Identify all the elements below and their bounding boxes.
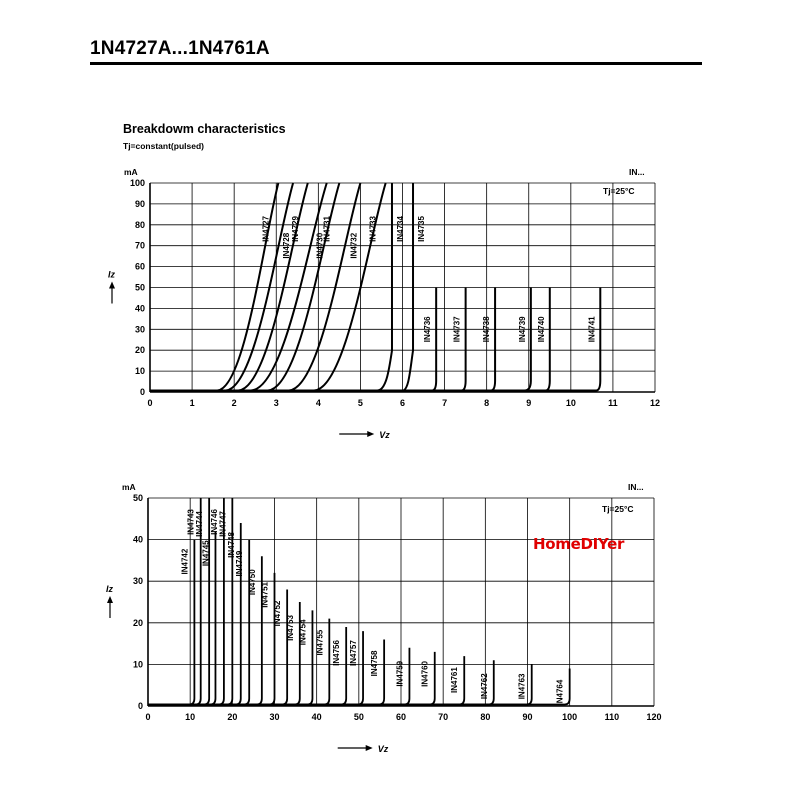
curve-label-in4734: IN4734	[395, 216, 405, 242]
curve-label-in4731: IN4731	[322, 216, 332, 242]
curve-in4763	[148, 664, 532, 704]
curve-label-in4756: IN4756	[332, 640, 342, 666]
y-tick-label: 80	[134, 219, 145, 230]
y-axis-label: Iz	[106, 584, 114, 594]
curve-in4761	[148, 656, 464, 704]
curve-label-in4762: IN4762	[479, 673, 489, 700]
x-tick-label: 0	[145, 712, 151, 722]
x-tick-label: 40	[311, 712, 322, 722]
curve-label-in4764: IN4764	[555, 679, 565, 706]
x-tick-label: 100	[562, 712, 578, 722]
curve-label-in4742: IN4742	[180, 548, 190, 575]
y-axis-label: Iz	[108, 269, 116, 280]
section-subtitle: Tj=constant(pulsed)	[123, 141, 204, 151]
x-tick-label: 11	[608, 398, 618, 408]
curve-label-in4760: IN4760	[420, 661, 430, 687]
x-tick-label: 20	[227, 712, 238, 722]
x-tick-label: 120	[646, 712, 662, 722]
curve-label-in4730: IN4730	[315, 232, 325, 259]
y-tick-label: 100	[129, 178, 145, 188]
unit-label: mA	[124, 167, 138, 177]
x-tick-label: 2	[231, 398, 237, 408]
corner-label: IN...	[629, 167, 645, 177]
y-axis-arrow-head	[107, 596, 113, 603]
x-tick-label: 30	[269, 712, 280, 722]
x-axis-label: Vz	[377, 744, 389, 754]
y-tick-label: 70	[134, 240, 145, 251]
curve-label-in4738: IN4738	[482, 316, 492, 343]
y-tick-label: 50	[132, 493, 143, 503]
x-axis-label: Vz	[379, 430, 390, 440]
curve-label-in4753: IN4753	[285, 615, 295, 641]
x-axis-arrow-head	[366, 745, 373, 751]
curve-label-in4761: IN4761	[450, 667, 460, 693]
curve-label-in4754: IN4754	[298, 619, 308, 646]
curve-label-in4750: IN4750	[247, 569, 257, 596]
x-tick-label: 3	[273, 398, 279, 408]
x-tick-label: 12	[649, 398, 661, 408]
curve-label-in4740: IN4740	[536, 316, 546, 343]
y-tick-label: 20	[134, 345, 145, 356]
curve-label-in4728: IN4728	[282, 232, 292, 259]
x-tick-label: 5	[357, 398, 363, 408]
curve-label-in4737: IN4737	[452, 316, 462, 343]
curve-in4760	[148, 652, 435, 705]
temp-label: Tj=25°C	[602, 504, 634, 514]
x-tick-label: 80	[480, 712, 491, 722]
temp-label: Tj=25°C	[603, 186, 635, 196]
curve-label-in4763: IN4763	[517, 673, 527, 700]
curve-in4757	[148, 631, 363, 704]
curve-label-in4729: IN4729	[290, 216, 300, 242]
x-tick-label: 50	[353, 712, 364, 722]
curve-label-in4759: IN4759	[395, 660, 405, 687]
x-tick-label: 7	[442, 398, 448, 408]
curve-label-in4739: IN4739	[517, 316, 527, 343]
curve-label-in4758: IN4758	[370, 650, 380, 677]
y-tick-label: 20	[132, 617, 143, 628]
corner-label: IN...	[628, 482, 644, 492]
curve-label-in4755: IN4755	[315, 629, 325, 656]
y-tick-label: 30	[132, 576, 143, 587]
y-tick-label: 40	[134, 303, 145, 314]
x-tick-label: 4	[315, 398, 321, 408]
y-tick-label: 90	[134, 198, 145, 209]
curve-label-in4745: IN4745	[201, 540, 211, 567]
curve-label-in4735: IN4735	[417, 216, 427, 242]
x-tick-label: 70	[438, 712, 449, 722]
curve-label-in4733: IN4733	[368, 216, 378, 242]
curve-in4749	[148, 540, 249, 705]
y-tick-label: 10	[132, 659, 143, 670]
curve-label-in4741: IN4741	[587, 316, 597, 343]
curve-label-in4736: IN4736	[423, 316, 433, 343]
x-tick-label: 0	[147, 398, 153, 408]
curve-label-in4749: IN4749	[235, 550, 245, 577]
curve-label-in4751: IN4751	[260, 581, 270, 608]
x-tick-label: 9	[526, 398, 532, 408]
y-tick-label: 60	[134, 261, 145, 272]
section-title: Breakdowm characteristics	[123, 122, 286, 136]
unit-label: mA	[122, 482, 136, 492]
document-title: 1N4727A...1N4761A	[90, 38, 270, 59]
x-tick-label: 60	[395, 712, 407, 722]
y-tick-label: 30	[134, 324, 145, 335]
curve-label-in4743: IN4743	[186, 509, 196, 535]
x-tick-label: 110	[604, 712, 620, 722]
curve-label-in4757: IN4757	[349, 640, 359, 667]
x-tick-label: 10	[565, 398, 576, 408]
curve-label-in4752: IN4752	[273, 600, 283, 627]
y-tick-label: 10	[134, 366, 145, 377]
x-tick-label: 10	[185, 712, 196, 722]
x-tick-label: 1	[189, 398, 195, 408]
x-tick-label: 6	[399, 398, 406, 408]
curve-label-in4746: IN4746	[209, 509, 219, 535]
x-tick-label: 8	[484, 398, 490, 408]
curve-label-in4727: IN4727	[261, 216, 271, 242]
curve-label-in4747: IN4747	[218, 511, 228, 537]
curve-label-in4748: IN4748	[226, 532, 236, 558]
x-tick-label: 90	[522, 712, 533, 722]
y-tick-label: 50	[134, 282, 145, 293]
curve-label-in4732: IN4732	[349, 232, 359, 259]
watermark: HomeDIYer	[533, 535, 625, 553]
curve-in4750	[148, 556, 262, 704]
y-tick-label: 40	[132, 534, 143, 545]
y-tick-label: 0	[137, 701, 143, 711]
y-tick-label: 0	[139, 387, 145, 397]
curve-label-in4744: IN4744	[195, 511, 205, 537]
